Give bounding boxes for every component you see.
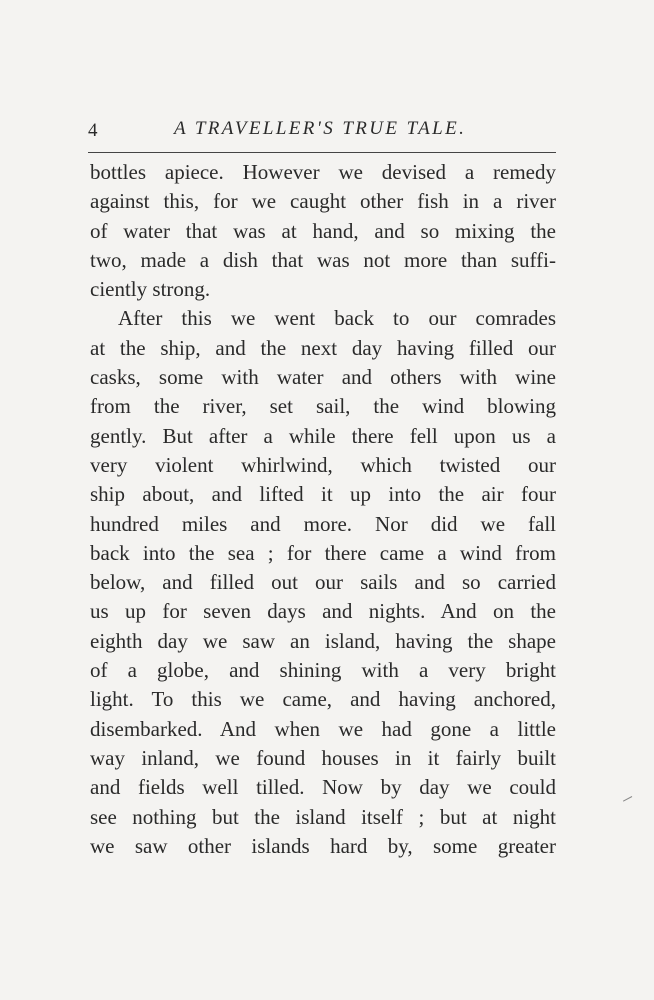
text-line: bottles apiece. However we devised a remedy — [90, 160, 556, 184]
text-line: against this, for we caught other fish in a river — [90, 189, 556, 214]
text-line: gently. But after a while there fell upon us a — [90, 423, 556, 448]
text-line: very violent whirlwind, which twisted our — [90, 452, 556, 477]
text-line: we saw other islands hard by, some greater — [90, 833, 556, 858]
text-line: ship about, and lifted it up into the air four — [90, 482, 556, 507]
text-line: casks, some with water and others with wine — [90, 365, 556, 390]
text-line: us up for seven days and nights. And on the — [90, 599, 556, 624]
header-rule — [88, 152, 556, 153]
text-line: way inland, we found houses in it fairly built — [90, 745, 556, 770]
text-line: eighth day we saw an island, having the shape — [90, 628, 556, 653]
text-line: of water that was at hand, and so mixing the — [90, 218, 556, 243]
running-head — [88, 118, 554, 148]
running-title: A TRAVELLER'S TRUE TALE. — [174, 118, 467, 139]
paragraph-2 — [90, 304, 556, 861]
text-line: back into the sea ; for there came a wind from — [90, 540, 556, 565]
text-line: below, and filled out our sails and so carried — [90, 570, 556, 595]
stray-pen-mark — [623, 796, 635, 807]
text-line: light. To this we came, and having anchored, — [90, 687, 556, 712]
page-number: 4 — [88, 120, 98, 141]
text-line: disembarked. And when we had gone a little — [90, 716, 556, 741]
text-line: After this we went back to our comrades — [118, 306, 556, 331]
text-line: at the ship, and the next day having filled our — [90, 335, 556, 360]
text-line: and fields well tilled. Now by day we could — [90, 775, 556, 800]
text-line: hundred miles and more. Nor did we fall — [90, 511, 556, 536]
text-line: see nothing but the island itself ; but at night — [90, 804, 556, 829]
text-line: from the river, set sail, the wind blowing — [90, 394, 556, 419]
text-line: ciently strong. — [90, 277, 211, 302]
paragraph-1 — [90, 158, 556, 304]
body-text — [90, 158, 556, 861]
text-line: of a globe, and shining with a very bright — [90, 658, 556, 683]
text-line: two, made a dish that was not more than suffi- — [90, 247, 556, 272]
